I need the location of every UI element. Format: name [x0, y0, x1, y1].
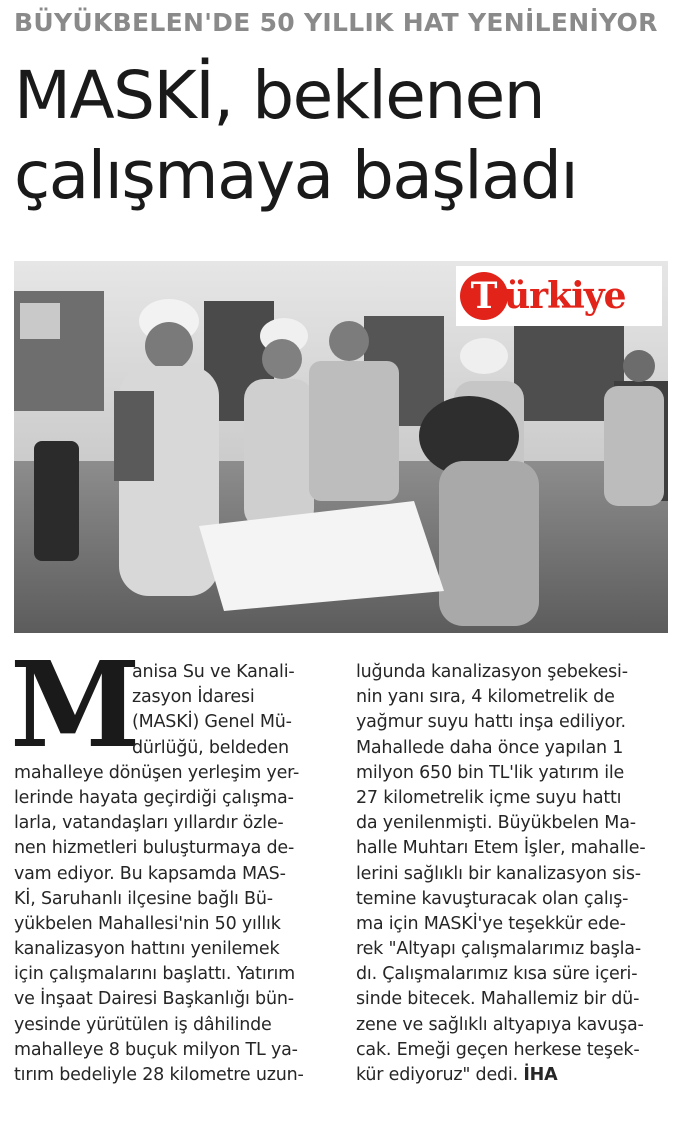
- article-line: kür ediyoruz" dedi.: [356, 1065, 524, 1085]
- article-line: da yenilenmişti. Büyükbelen Ma-: [356, 813, 636, 834]
- article-line: rek "Altyapı çalışmalarımız başla-: [356, 939, 641, 960]
- article-line: luğunda kanalizasyon şebekesi-: [356, 662, 628, 682]
- article-line: 27 kilometrelik içme suyu hattı: [356, 787, 622, 808]
- article-line: yesinde yürütülen iş dâhilinde: [14, 1014, 272, 1035]
- article-line: (MASKİ) Genel Mü-: [132, 712, 292, 733]
- headline-line-1: MASKİ, beklenen: [14, 57, 545, 134]
- article-line: temine kavuşturacak olan çalış-: [356, 888, 629, 909]
- article-line: yükbelen Mahallesi'nin 50 yıllık: [14, 913, 281, 934]
- article-line: Mahallede daha önce yapılan 1: [356, 737, 624, 758]
- article-last-line: [356, 1063, 672, 1088]
- article-line: dürlüğü, beldeden: [132, 737, 289, 758]
- article-line: cak. Emeği geçen herkese teşek-: [356, 1039, 640, 1060]
- article-line: milyon 650 bin TL'lik yatırım ile: [356, 762, 625, 783]
- article-line: tırım bedeliyle 28 kilometre uzun-: [14, 1065, 304, 1085]
- article-line: mahalleye 8 buçuk milyon TL ya-: [14, 1039, 298, 1060]
- article-line: lerinde hayata geçirdiği çalışma-: [14, 787, 294, 808]
- headline-line-2: çalışmaya başladı: [14, 137, 578, 214]
- article-line: yağmur suyu hattı inşa ediliyor.: [356, 712, 626, 733]
- logo-initial: T: [460, 272, 508, 320]
- article-line: nin yanı sıra, 4 kilometrelik de: [356, 687, 615, 708]
- kicker-headline: BÜYÜKBELEN'DE 50 YILLIK HAT YENİLENİYOR: [14, 8, 658, 37]
- article-line: halle Muhtarı Etem İşler, mahalle-: [356, 838, 646, 859]
- article-line: nen hizmetleri buluşturmaya de-: [14, 838, 295, 859]
- agency-credit: İHA: [523, 1065, 558, 1085]
- article-line: zene ve sağlıklı altyapıya kavuşa-: [356, 1014, 644, 1035]
- news-photo: [14, 261, 668, 633]
- article-line: için çalışmalarını başlattı. Yatırım: [14, 964, 295, 985]
- article-column-left: [14, 660, 336, 1088]
- drop-cap: M: [10, 635, 141, 774]
- article-line: Kİ, Saruhanlı ilçesine bağlı Bü-: [14, 888, 273, 909]
- article-line: larla, vatandaşları yıllardır özle-: [14, 813, 284, 834]
- article-line: kanalizasyon hattını yenilemek: [14, 939, 280, 960]
- article-line: ve İnşaat Dairesi Başkanlığı bün-: [14, 989, 294, 1010]
- article-line: zasyon İdaresi: [132, 687, 255, 708]
- article-column-right: [356, 660, 672, 1088]
- article-line: mahalleye dönüşen yerleşim yer-: [14, 762, 300, 783]
- logo-text: ürkiye: [504, 275, 626, 317]
- article-line: anisa Su ve Kanali-: [132, 662, 295, 682]
- article-line: lerini sağlıklı bir kanalizasyon sis-: [356, 863, 641, 884]
- article-line: vam ediyor. Bu kapsamda MAS-: [14, 863, 286, 884]
- article-line: sinde bitecek. Mahallemiz bir dü-: [356, 989, 640, 1010]
- main-headline: [14, 56, 674, 216]
- turkiye-logo: [456, 266, 662, 326]
- article-line: ma için MASKİ'ye teşekkür ede-: [356, 913, 626, 934]
- article-line: dı. Çalışmalarımız kısa süre içeri-: [356, 964, 638, 985]
